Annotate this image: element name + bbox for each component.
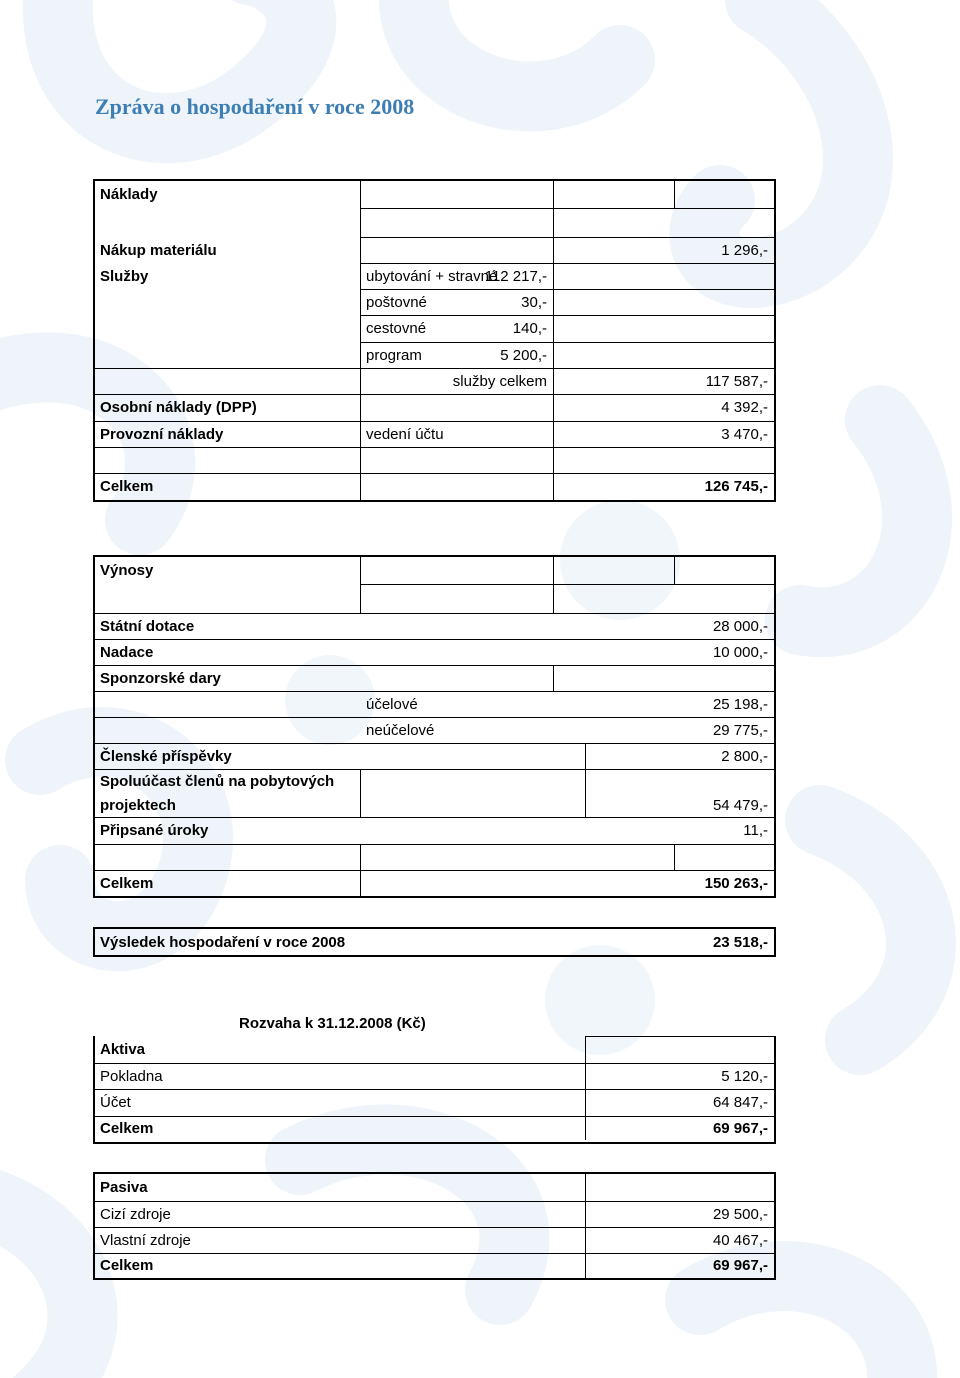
row-sub-value: služby celkem (452, 372, 547, 390)
table-row (95, 263, 774, 289)
row-sub: ubytování + stravné (366, 267, 498, 285)
aktiva-table (93, 1036, 776, 1144)
row-sub: účelové (366, 695, 418, 713)
row-label: Sponzorské dary (100, 669, 221, 687)
row-sub-value: 140,- (512, 320, 547, 337)
row-value: 25 198,- (712, 695, 768, 713)
table-row (95, 394, 774, 421)
row-value: 2 800,- (721, 747, 768, 765)
rozvaha-title: Rozvaha k 31.12.2008 (Kč) (239, 1015, 426, 1032)
table-row (95, 1227, 774, 1253)
table-row (95, 342, 774, 368)
table-row (95, 237, 774, 263)
row-label: Členské příspěvky (100, 747, 232, 765)
total-label: Celkem (100, 1119, 154, 1137)
row-sub-value: 5 200,- (500, 346, 547, 364)
total-value: 69 967,- (712, 1119, 768, 1137)
result-value: 23 518,- (712, 933, 768, 951)
row-label: Připsané úroky (100, 822, 209, 839)
vynosy-header: Výnosy (100, 562, 154, 579)
table-row (95, 1201, 774, 1227)
table-row (95, 717, 774, 743)
page-title: Zpráva o hospodaření v roce 2008 (95, 94, 415, 119)
row-sub: cestovné (366, 320, 427, 337)
table-row (95, 691, 774, 717)
table-row (95, 769, 774, 817)
naklady-header-row (95, 181, 774, 208)
row-value: 28 000,- (712, 617, 768, 635)
row-value: 117 587,- (705, 372, 768, 390)
table-row (95, 1089, 774, 1116)
row-label: Osobní náklady (DPP) (100, 399, 257, 416)
row-value: 10 000,- (712, 643, 768, 661)
result-label: Výsledek hospodaření v roce 2008 (100, 933, 346, 951)
row-value: 29 775,- (712, 721, 768, 739)
table-row (95, 315, 774, 342)
row-label: Cizí zdroje (100, 1205, 171, 1223)
row-label: Státní dotace (100, 617, 195, 635)
pasiva-table (93, 1172, 776, 1280)
row-label: Spoluúčast členů na pobytových (100, 772, 335, 790)
table-row (95, 613, 774, 639)
row-value: 1 296,- (721, 241, 768, 259)
row-label: Nákup materiálu (100, 241, 217, 259)
total-label: Celkem (100, 1257, 154, 1274)
total-row (95, 1253, 774, 1278)
table-row (95, 639, 774, 665)
row-sub: neúčelové (366, 721, 435, 739)
total-row (95, 870, 774, 896)
row-value: 40 467,- (712, 1231, 768, 1249)
vynosy-table (93, 555, 776, 898)
row-value: 54 479,- (712, 796, 768, 814)
row-label: Nadace (100, 643, 154, 661)
row-value: 11,- (743, 822, 768, 839)
total-value: 126 745,- (704, 478, 768, 495)
row-value: 5 120,- (721, 1067, 768, 1085)
pasiva-header: Pasiva (100, 1179, 148, 1196)
row-label: Provozní náklady (100, 425, 224, 443)
row-value: 3 470,- (721, 425, 768, 443)
row-value: 64 847,- (712, 1094, 768, 1111)
total-value: 150 263,- (704, 874, 768, 892)
total-label: Celkem (100, 478, 154, 495)
total-label: Celkem (100, 874, 154, 892)
naklady-header: Náklady (100, 186, 158, 203)
row-label: Účet (100, 1094, 131, 1111)
row-sub: program (366, 346, 422, 364)
row-sub-value: 30,- (521, 293, 547, 311)
total-value: 69 967,- (712, 1257, 768, 1274)
table-row (95, 289, 774, 315)
row-label: Pokladna (100, 1067, 163, 1085)
row-value: 4 392,- (721, 399, 768, 416)
row-label: projektech (100, 796, 176, 814)
row-sub: poštovné (366, 293, 427, 311)
aktiva-header: Aktiva (100, 1041, 146, 1058)
table-row (95, 817, 774, 844)
row-sub: vedení účtu (366, 425, 444, 443)
row-label: Vlastní zdroje (100, 1231, 191, 1249)
aktiva-header-row (95, 1036, 774, 1063)
total-row (95, 473, 774, 500)
vysledek-box (93, 927, 776, 957)
vynosy-header-row (95, 557, 774, 584)
row-sub-value: 112 217,- (484, 267, 547, 285)
row-label: Služby (100, 267, 149, 285)
table-row (95, 421, 774, 447)
total-row (95, 1116, 774, 1140)
row-value: 29 500,- (712, 1205, 768, 1223)
table-row (95, 665, 774, 691)
pasiva-header-row (95, 1174, 774, 1201)
table-row (95, 1063, 774, 1089)
naklady-table (93, 179, 776, 502)
table-row (95, 368, 774, 394)
result-row (95, 929, 774, 955)
table-row (95, 743, 774, 769)
